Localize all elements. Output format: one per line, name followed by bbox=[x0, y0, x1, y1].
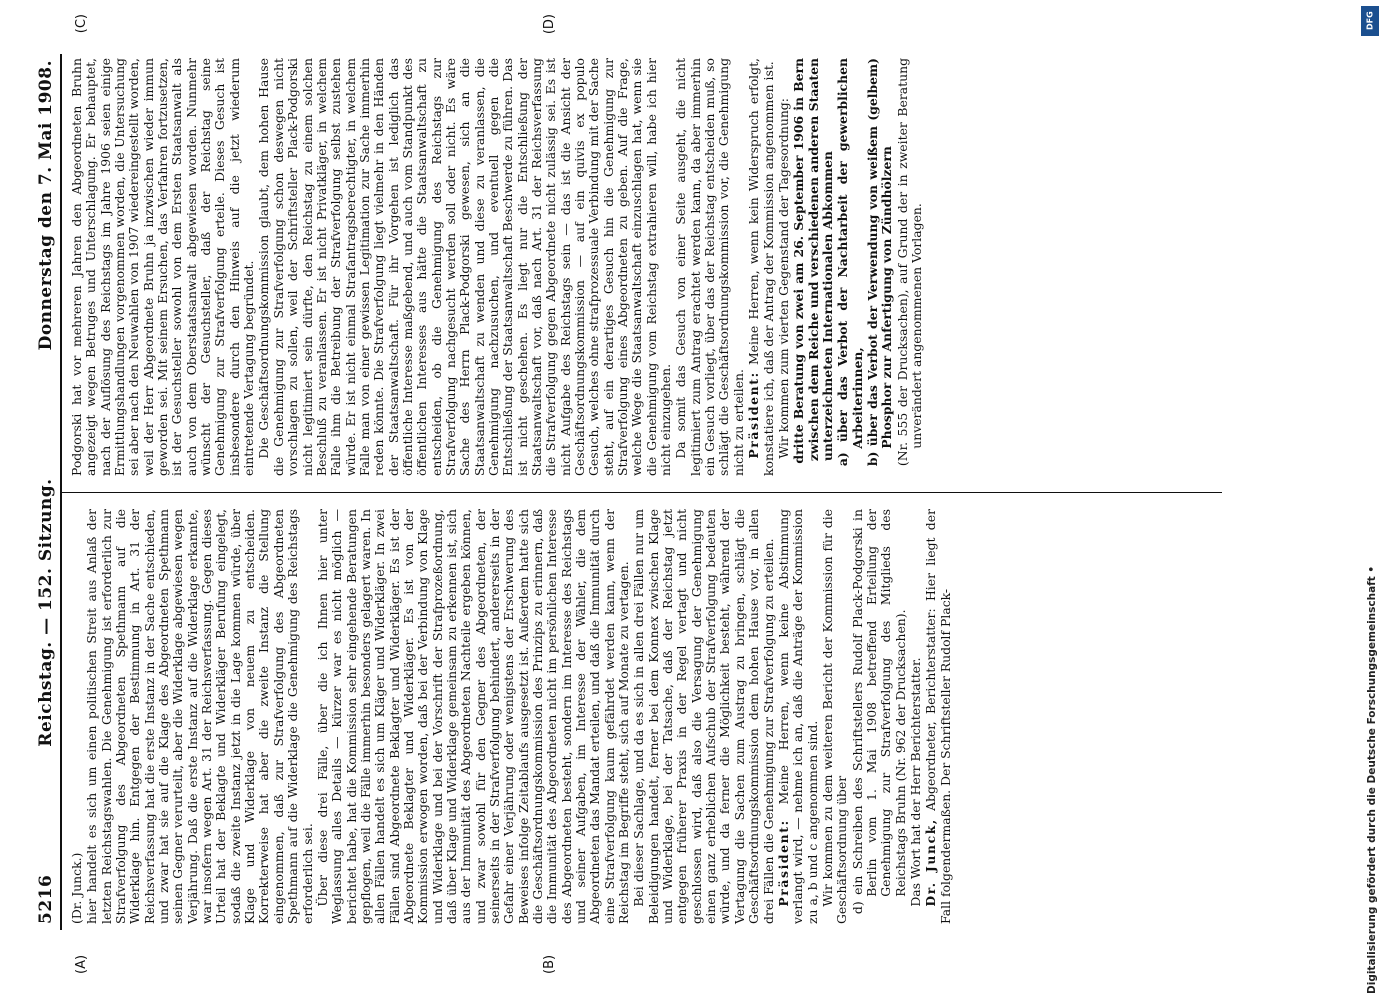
junck-text: Abgeordneter, Berichterstatter: Hier liegt der Fall folgendermaßen. Der Schriftsteller Rudolf Plack- bbox=[923, 509, 953, 924]
president-text: Meine Herren, wenn kein Widerspruch erfolgt, konstatiere ich, daß der Antrag der Kommission angenommen ist. bbox=[746, 58, 776, 476]
margin-marker-c: (C) bbox=[74, 14, 89, 34]
page-header bbox=[36, 54, 62, 930]
agenda-item-b: b) über das Verbot der Verwendung von weißem (gelbem) Phosphor zur Anfertigung von Zündhölzern bbox=[864, 58, 895, 467]
president-label: Präsident: bbox=[775, 819, 791, 907]
left-paragraph: hier handelt es sich um einen politischen Streit aus Anlaß der letzten Reichstagswahlen. Die Genehmigung ist erforderlich zur Strafverfolgung des Abgeordneten Spethmann auf die Widerklage hin. Entgegen der Bestimmung in Art. 31 der Reichsverfassung hat die erste Instanz in der Sache entschieden, und zwar hat sie auf die Klage des Abgeordneten Spethmann seinen Gegner verurteilt, aber die Widerklage abgewiesen wegen Verjährung. Daß die erste Instanz auf die Widerklage erkannte, war insofern wegen Art. 31 der Reichsverfassung. Gegen dieses Urteil hat der Beklagte und Widerkläger Berufung eingelegt, sodaß die zweite Instanz jetzt in die Lage kommen würde, über Klage und Widerklage von neuem zu entscheiden. Korrekterweise hat aber die zweite Instanz die Stellung eingenommen, daß zur Strafverfolgung des Abgeordneten Spethmann auf die Widerklage die Genehmigung des Reichstags erforderlich sei. bbox=[84, 509, 315, 924]
right-paragraph: Podgorski hat vor mehreren Jahren den Abgeordneten Bruhn angezeigt wegen Betruges und Unterschlagung. Er behauptet, nach der Auflösung des Reichstags im Jahre 1906 seien einige Ermittlungshandlungen vorgenommen worden, die Untersuchung sei aber nach den Neuwahlen von 1907 wiedereingestellt worden, weil der Herr Abgeordnete Bruhn ja inzwischen wieder immun geworden sei. Mit seinem Ersuchen, das Verfahren fortzusetzen, ist der Gesuchsteller sowohl von dem Ersten Staatsanwalt als auch von dem Oberstaatsanwalt abgewiesen worden. Nunmehr wünscht der Gesuchsteller, daß der Reichstag seine Genehmigung zur Strafverfolgung erteile. Dieses Gesuch ist insbesondere durch den Hinweis auf die jetzt wiederum eintretende Vertagung begründet. bbox=[69, 58, 257, 476]
president-statement bbox=[747, 58, 776, 476]
margin-marker-b: (B) bbox=[542, 954, 557, 974]
next-item-intro: Wir kommen zu dem weiteren Bericht der Kommission für die Geschäftsordnung über bbox=[819, 509, 850, 924]
president-label: Präsident: bbox=[746, 371, 762, 459]
floor-given: Das Wort hat der Herr Berichterstatter. bbox=[907, 657, 923, 907]
session-title: Reichstag. — 152. Sitzung. bbox=[36, 478, 56, 747]
right-column bbox=[62, 54, 1222, 492]
agenda-item-a: a) über das Verbot der Nachtarbeit der gewerblichen Arbeiterinnen, bbox=[835, 58, 865, 467]
page-number: 5216 bbox=[36, 874, 56, 924]
left-column bbox=[62, 492, 1222, 930]
president-text: Meine Herren, wenn keine Abstimmung verlangt wird, — nehme ich an, daß die Anträge der Kommission zu a, b und c angenommen sind. bbox=[775, 509, 820, 924]
digitization-sidebar bbox=[1358, 0, 1382, 1000]
agenda-intro: Wir kommen zum vierten Gegenstand der Tagesordnung: bbox=[775, 98, 791, 459]
speaker-note: (Dr. Junck.) bbox=[69, 852, 84, 924]
agenda-tail: (Nr. 555 der Drucksachen), auf Grund der in zweiter Beratung unverändert angenommenen Vorlagen. bbox=[894, 58, 924, 467]
right-paragraph: Da somit das Gesuch von einer Seite ausgeht, die nicht legitimiert zum Antrag erachtet werden kann, da aber immerhin ein Gesuch vorliegt, über das der Reichstag entscheiden muß, so schlägt die Geschäftsordnungskommission vor, die Genehmigung nicht zu erteilen. bbox=[673, 58, 746, 476]
digitization-attribution: Digitalisierung gefördert durch die Deutsche Forschungsgemeinschaft • bbox=[1366, 565, 1378, 994]
session-date: Donnerstag den 7. Mai 1908. bbox=[36, 60, 56, 351]
right-paragraph: Die Geschäftsordnungskommission glaubt, dem hohen Hause die Genehmigung zur Strafverfolgung schon deswegen nicht vorschlagen zu sollen, weil der Schriftsteller Plack-Podgorski nicht legitimiert sein dürfte, den Reichstag zu einem solchen Beschluß zu veranlassen. Er ist nicht Privatkläger, in welchem Falle ihm die Betreibung der Strafverfolgung selbst zustehen würde. Er ist nicht einmal Strafantragsberechtigter, in welchem Falle man von einer gewissen Legitimation zur Sache immerhin reden könnte. Die Strafverfolgung liegt vielmehr in den Händen der Staatsanwaltschaft. Für ihr Vorgehen ist lediglich das öffentliche Interesse maßgebend, und auch vom Standpunkt des öffentlichen Interesses aus hätte die Staatsanwaltschaft zu entscheiden, ob die Genehmigung des Reichstags zur Strafverfolgung nachgesucht werden soll oder nicht. Es wäre Sache des Herrn Plack-Podgorski gewesen, sich an die Staatsanwaltschaft zu wenden und diese zu veranlassen, die Genehmigung nachzusuchen, und eventuell gegen die Entschließung der Staatsanwaltschaft Beschwerde zu führen. Das ist nicht geschehen. Es liegt nur die Entschließung der Staatsanwaltschaft vor, daß nach Art. 31 der Reichsverfassung die Strafverfolgung gegen Abgeordnete nicht zulässig sei. Es ist nicht Aufgabe des Reichstags sein — das ist die Ansicht der Geschäftsordnungskommission — auf ein quivis ex populo Gesuch, welches ohne strafprozessuale Verbindung mit der Sache steht, auf ein derartiges Gesuch hin die Genehmigung zur Strafverfolgung eines Abgeordneten zu geben. Auf die Frage, welche Wege die Staatsanwaltschaft einzuschlagen hat, wenn sie die Genehmigung vom Reichstag extrahieren will, habe ich hier nicht einzugehen. bbox=[256, 58, 674, 476]
left-paragraph: Bei dieser Sachlage, und da es sich in allen drei Fällen nur um Beleidigungen handelt, ferner bei dem Konnex zwischen Klage und Widerklage, bei der Tatsache, daß der Reichstag jetzt entgegen früherer Praxis in der Regel vertagt und nicht geschlossen wird, daß also die Versagung der Genehmigung einen ganz erheblichen Aufschub der Strafverfolgung bedeuten würde, und da ferner die Möglichkeit besteht, während der Vertagung die Sachen zum Austrag zu bringen, schlägt die Geschäftsordnungskommission dem hohen Hause vor, in allen drei Fällen die Genehmigung zur Strafverfolgung zu erteilen. bbox=[631, 509, 776, 924]
margin-marker-a: (A) bbox=[74, 954, 89, 974]
president-statement bbox=[777, 509, 820, 924]
agenda-item-d: d) ein Schreiben des Schriftstellers Rudolf Plack-Podgorski in Berlin vom 1. Mai 1908 betreffend Erteilung der Genehmigung zur Strafverfolgung des Mitglieds des Reichstags Bruhn (Nr. 962 der Drucksachen). bbox=[849, 509, 908, 915]
agenda-heading: dritte Beratung von zwei am 26. September 1906 in Bern zwischen dem Reiche und verschiedenen anderen Staaten unterzeichneten Internationalen Abkommen bbox=[791, 58, 835, 464]
junck-label: Dr. Junck, bbox=[923, 818, 939, 907]
left-paragraph: Über diese drei Fälle, über die ich Ihnen hier unter Weglassung alles Details — kürzer war es nicht möglich — berichtet habe, hat die Kommission sehr eingehende Beratungen gepflogen, weil die Fälle immerhin besonders gelagert waren. In allen Fällen handelt es sich um Kläger und Widerkläger. In zwei Fällen sind Abgeordnete Beklagter und Widerkläger. Es ist der Abgeordnete Beklagter und Widerkläger. Es ist von der Kommission erwogen worden, daß bei der Verbindung von Klage und Widerklage und bei der Vorschrift der Strafprozeßordnung, daß über Klage und Widerklage gemeinsam zu erkennen ist, sich aus der Immunität des Abgeordneten Nachteile ergeben können, und zwar sowohl für den Gegner des Abgeordneten, der seinerseits in der Strafverfolgung behindert, andererseits in der Gefahr einer Verjährung oder wenigstens der Erschwerung des Beweises infolge Zeitablaufs ausgesetzt ist. Außerdem hatte sich die Geschäftsordnungskommission des Prinzips zu erinnern, daß die Immunität des Abgeordneten nicht im persönlichen Interesse des Abgeordneten besteht, sondern im Interesse des Reichstags und seiner Aufgaben, im Interesse der Wähler, die dem Abgeordneten das Mandat erteilen, und daß die Immunität durch eine Strafverfolgung kaum gefährdet werden kann, wenn der Reichstag im Begriffe steht, sich auf Monate zu vertagen. bbox=[314, 509, 632, 924]
dfg-logo: DFG bbox=[1361, 6, 1379, 36]
margin-marker-d: (D) bbox=[542, 14, 557, 35]
junck-statement bbox=[924, 509, 953, 924]
text-columns bbox=[62, 14, 1222, 974]
